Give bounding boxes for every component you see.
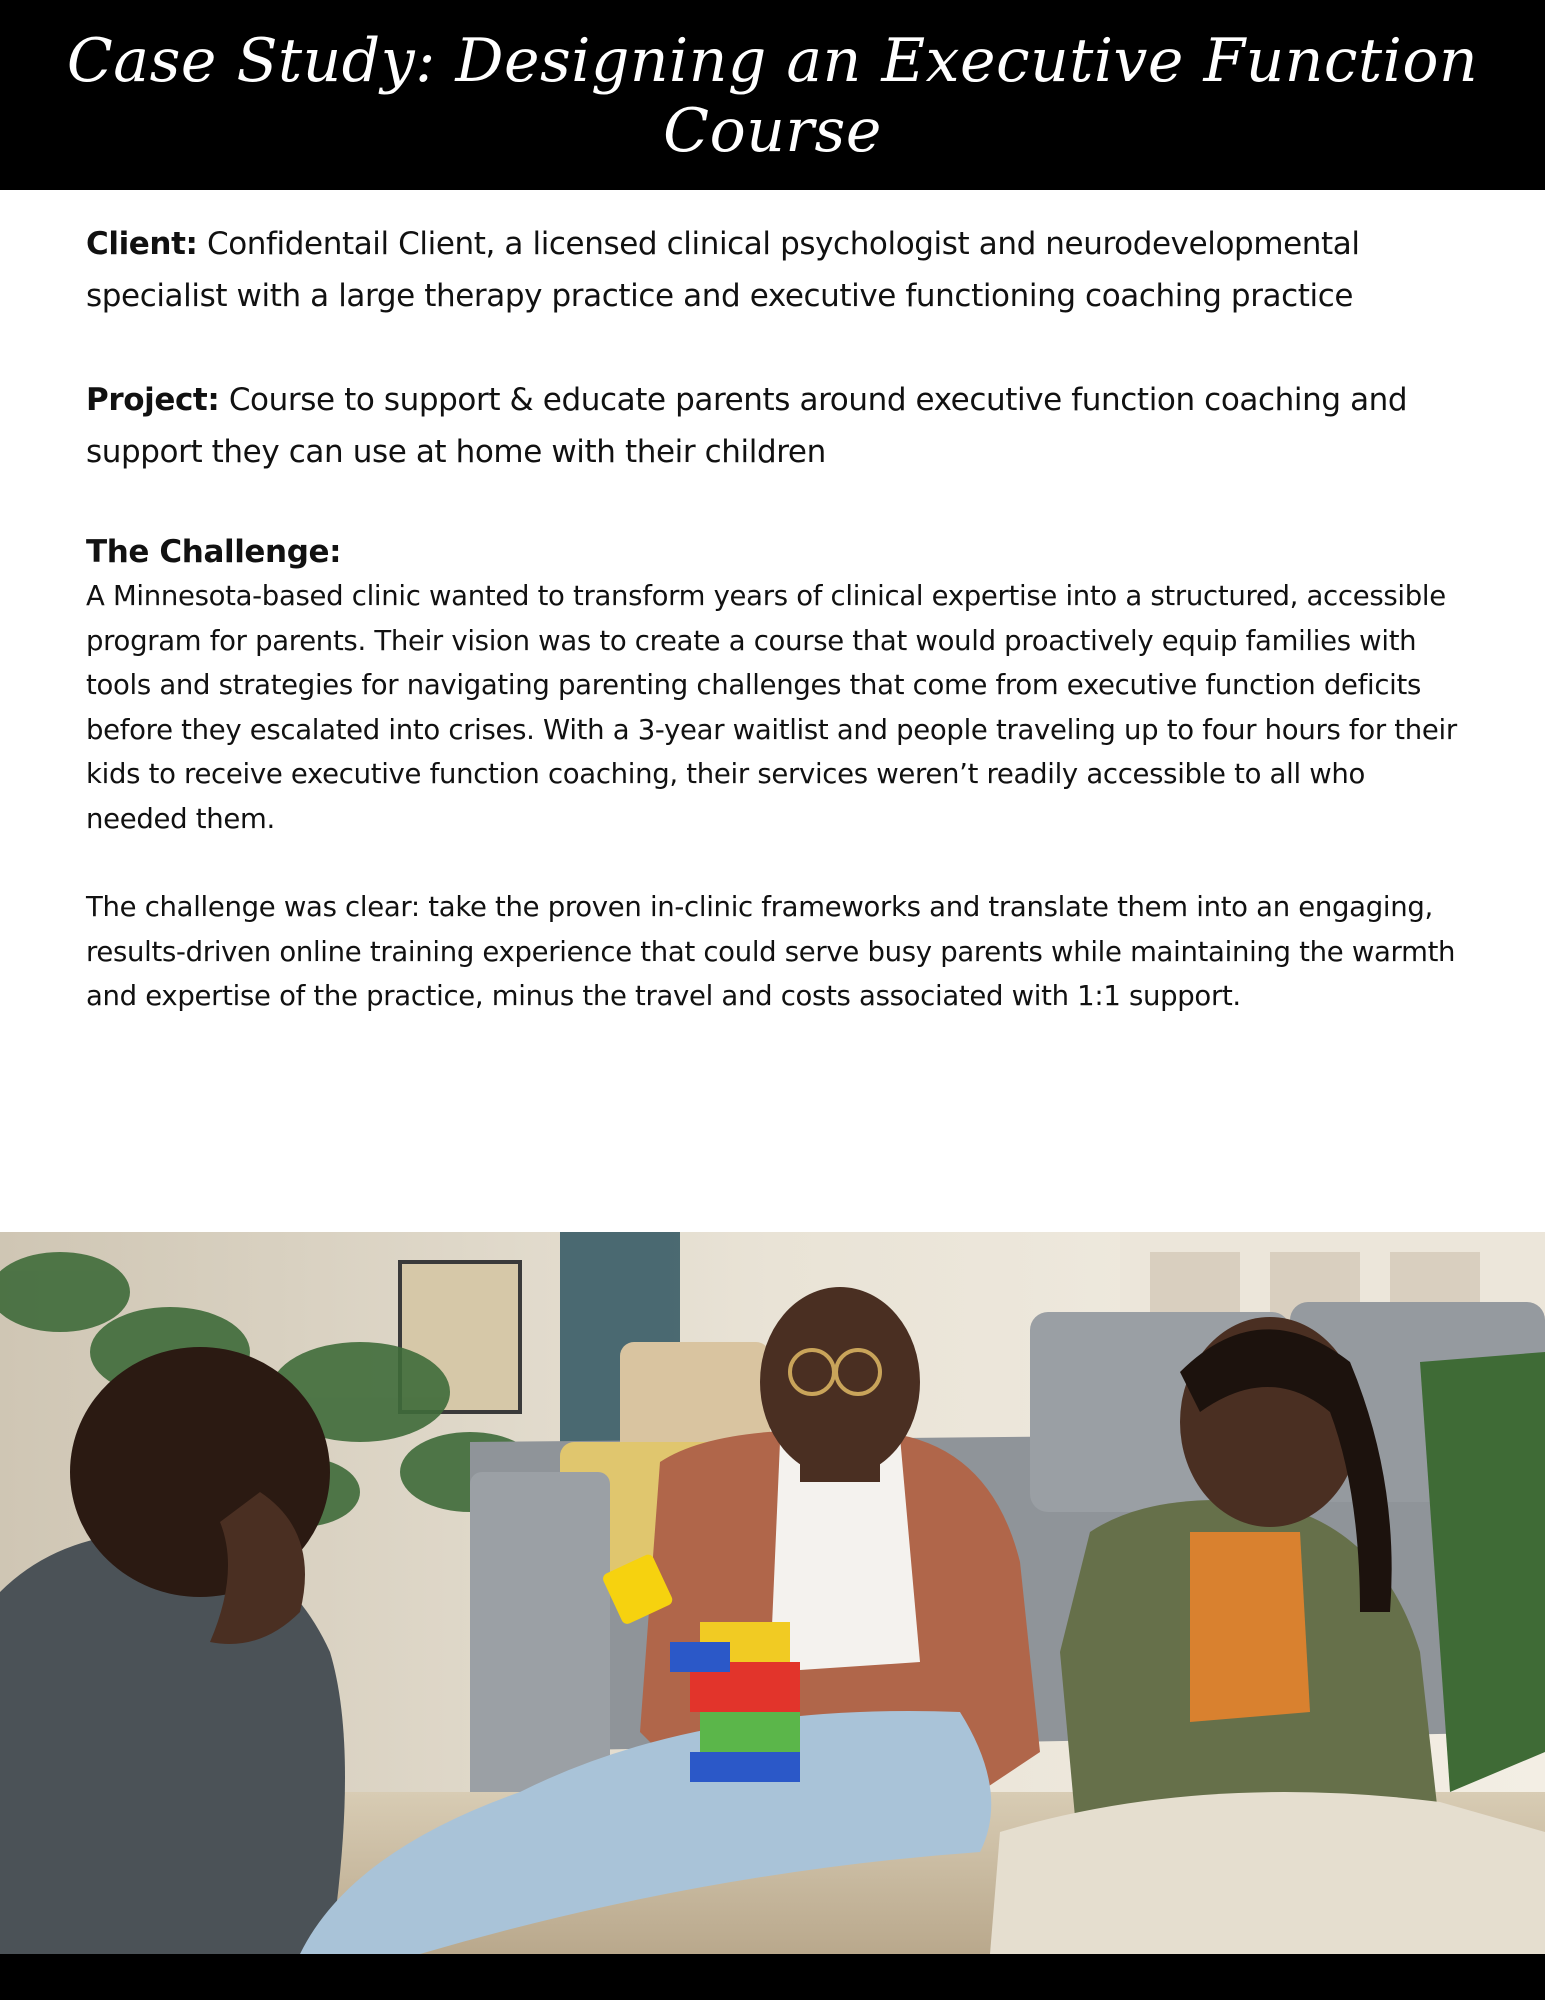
client-text: Confidentail Client, a licensed clinical psychologist and neurodevelopmental specialist with a large therapy practice and executive functioning coaching practice	[86, 226, 1360, 314]
project-section	[86, 374, 1466, 478]
challenge-heading: The Challenge:	[86, 534, 342, 570]
challenge-paragraph-1: A Minnesota-based clinic wanted to transform years of clinical expertise into a structured, accessible program for parents. Their vision was to create a course that would proactively equip families with tools and strategies for navigating parenting challenges that come from executive function deficits before they escalated into crises. With a 3-year waitlist and people traveling up to four hours for their kids to receive executive function coaching, their services weren’t readily accessible to all who needed them.	[86, 580, 1457, 835]
family-photo	[0, 1232, 1545, 1954]
client-label: Client:	[86, 226, 198, 262]
footer-bar	[0, 1954, 1545, 2000]
main-content	[86, 218, 1466, 1063]
challenge-paragraph-2: The challenge was clear: take the proven in-clinic frameworks and translate them into an engaging, results-driven online training experience that could serve busy parents while maintaining the warmth and expertise of the practice, minus the travel and costs associated with 1:1 support.	[86, 891, 1456, 1012]
family-photo-illustration	[0, 1232, 1545, 1954]
project-text: Course to support & educate parents around executive function coaching and support they can use at home with their children	[86, 382, 1408, 470]
client-section	[86, 218, 1466, 322]
header-bar	[0, 0, 1545, 190]
page-title: Case Study: Designing an Executive Function Course	[66, 26, 1479, 166]
project-label: Project:	[86, 382, 220, 418]
